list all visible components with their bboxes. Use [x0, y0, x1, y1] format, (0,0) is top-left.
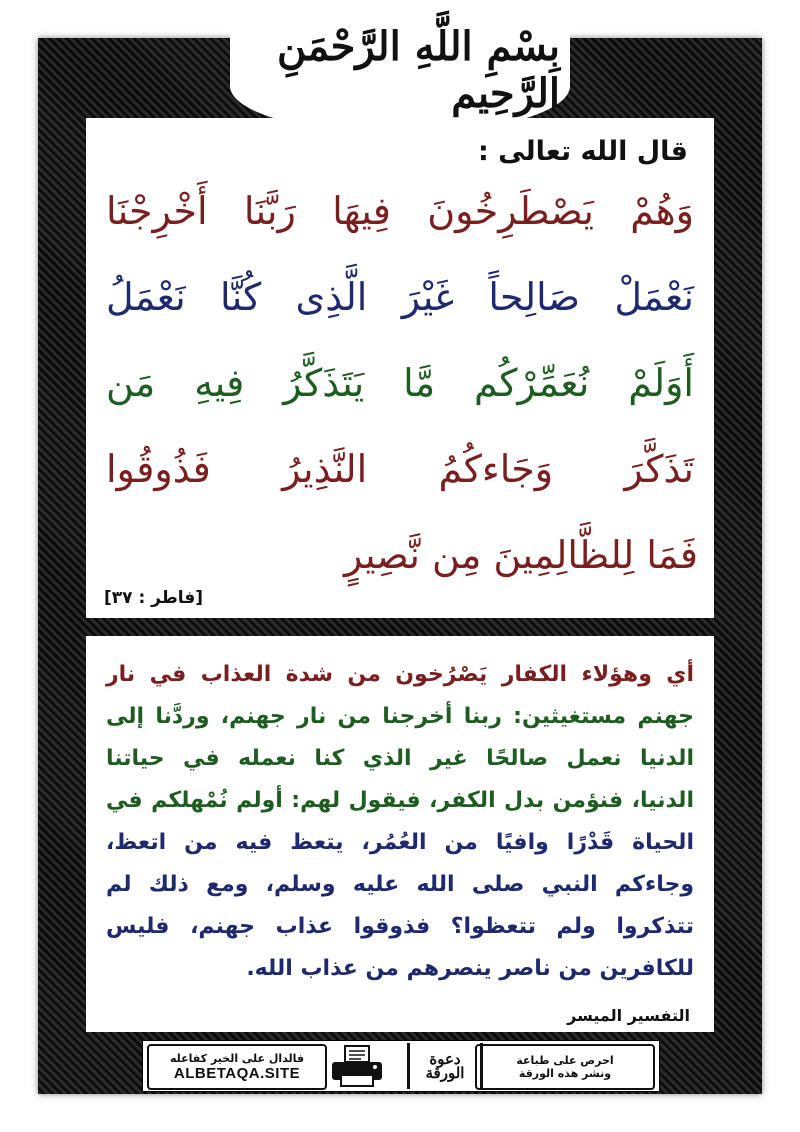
- footer-bar: [142, 1040, 660, 1092]
- footer-print-note-box: [475, 1044, 655, 1090]
- verse-line: فَمَا لِلظَّالِمِينَ مِن نَّصِيرٍ: [344, 533, 699, 577]
- footer-print-line-2: ونشر هذه الورقة: [518, 1067, 612, 1080]
- verse-line: نَعْمَلْ صَالِحاً غَيْرَ الَّذِى كُنَّا نَعْمَلُ: [106, 275, 694, 319]
- tafsir-line: وجاءكم النبي صلى الله عليه وسلم، ومع ذلك لم: [106, 872, 694, 897]
- tafsir-line: أي وهؤلاء الكفار يَصْرُخون من شدة العذاب في نار: [106, 662, 694, 687]
- tafsir-line: الحياة قَدْرًا وافيًا من العُمُر، يتعظ فيه من اتعظ،: [106, 830, 694, 855]
- footer-slogan: فالدال على الخير كفاعله: [169, 1051, 305, 1065]
- verse-line: وَهُمْ يَصْطَرِخُونَ فِيهَا رَبَّنَا أَخْرِجْنَا: [106, 189, 694, 233]
- dawat-alwaraqa-logo: دعوة الورقة: [407, 1043, 483, 1089]
- tafsir-panel: [86, 636, 714, 1032]
- tafsir-line: الدنيا نعمل صالحًا غير الذي كنا نعمله في حياتنا: [106, 746, 694, 771]
- footer-print-line-1: احرص على طباعة: [516, 1053, 614, 1067]
- verse-line: أَوَلَمْ نُعَمِّرْكُم مَّا يَتَذَكَّرُ فِيهِ مَن: [106, 361, 694, 405]
- footer-site-box: [147, 1044, 327, 1090]
- printer-icon: [329, 1045, 385, 1087]
- verse-intro: قال الله تعالى :: [477, 136, 688, 167]
- tafsir-line: للكافرين من ناصر ينصرهم من عذاب الله.: [246, 956, 694, 981]
- verse-reference: [فاطر : ٣٧]: [104, 588, 204, 608]
- basmala-calligraphy: بِسْمِ اللَّهِ الرَّحْمَنِ الرَّحِيمِ: [277, 23, 560, 117]
- tafsir-line: تتذكروا ولم تتعظوا؟ فذوقوا عذاب جهنم، فليس: [106, 914, 694, 939]
- verse-panel: [86, 118, 714, 618]
- tafsir-line: جهنم مستغيثين: ربنا أخرجنا من نار جهنم، وردَّنا إلى: [106, 704, 694, 729]
- tafsir-source: التفسير الميسر: [567, 1006, 690, 1025]
- verse-line: تَذَكَّرَ وَجَاءكُمُ النَّذِيرُ فَذُوقُوا: [106, 447, 694, 491]
- footer-site-link[interactable]: ALBETAQA.SITE: [173, 1065, 301, 1083]
- tafsir-line: الدنيا، فنؤمن بدل الكفر، فيقول لهم: أولم نُمْهلكم في: [106, 788, 694, 813]
